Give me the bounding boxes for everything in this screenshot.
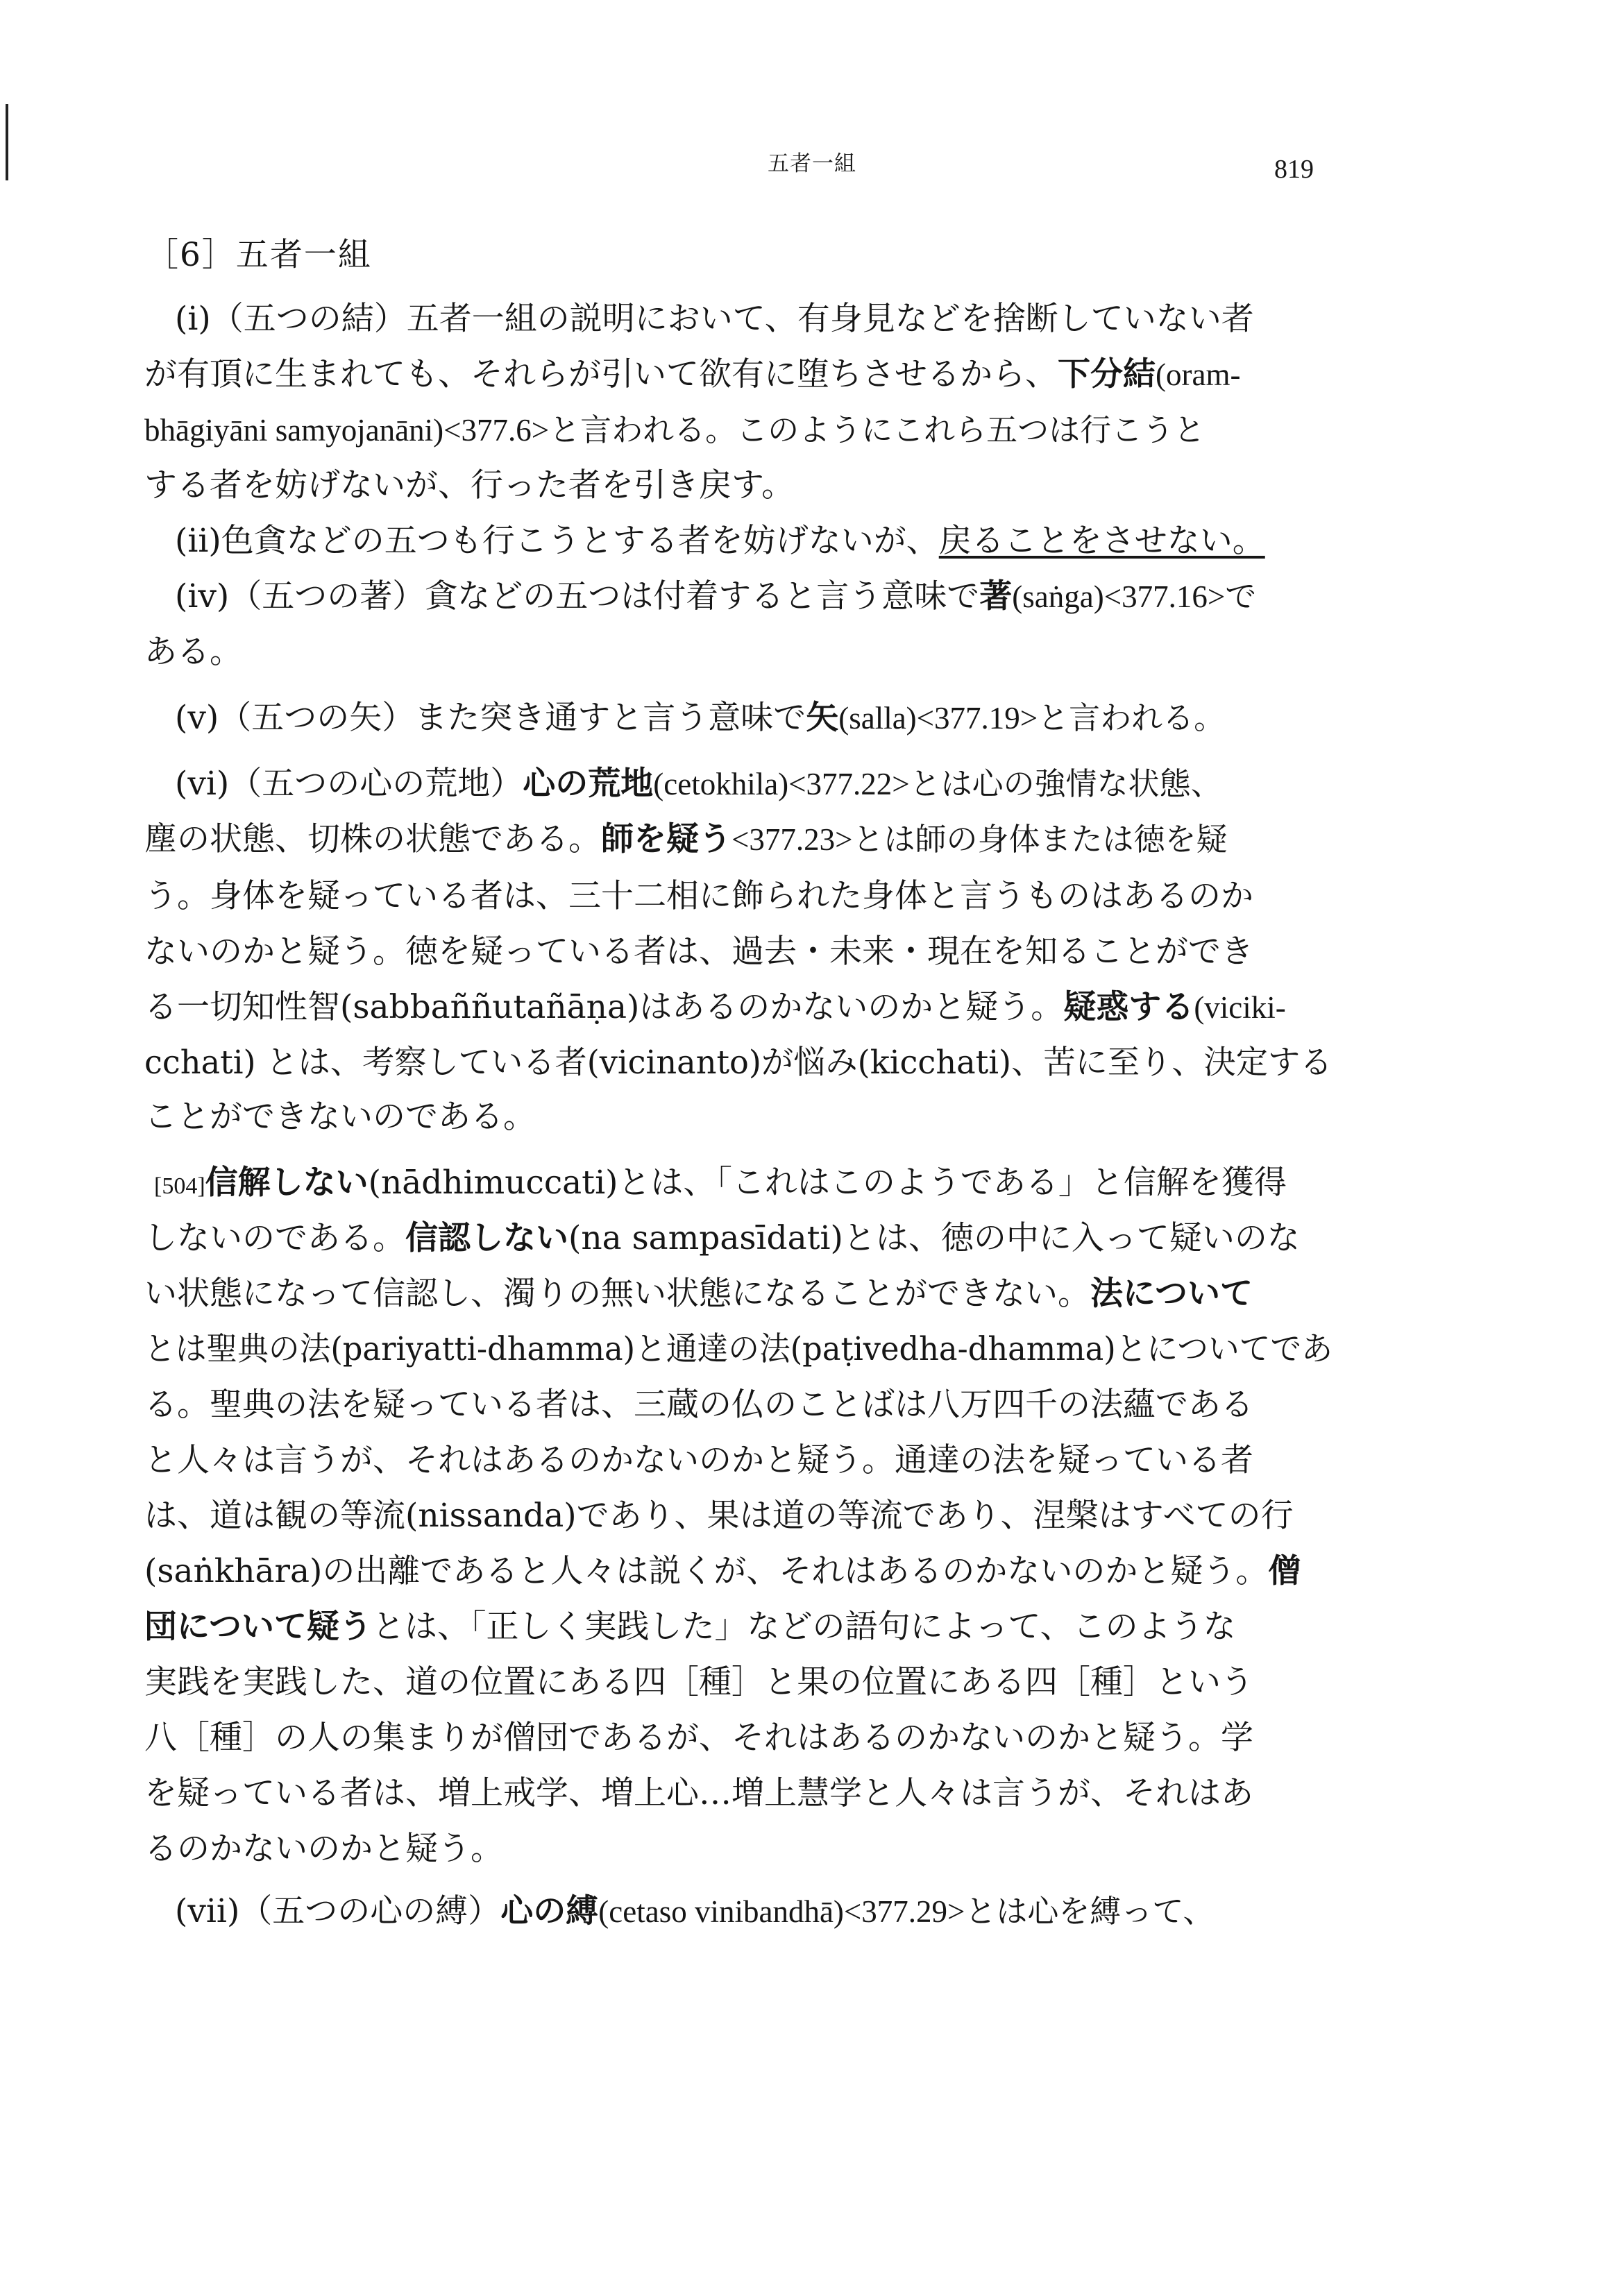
text-line [144, 465, 794, 507]
text-line [144, 931, 1253, 973]
line-text: 八［種］の人の集まりが僧団であるが、それはあるのかないのかと疑う。学 [144, 1719, 1253, 1757]
line-text: する者を妨げないが、行った者を引き戻す。 [144, 466, 795, 504]
line-text: (vii)（五つの心の縛） [175, 1892, 501, 1930]
term-bold: 僧 [1268, 1552, 1301, 1590]
text-line [144, 1551, 1301, 1592]
text-line [144, 876, 1253, 917]
text-line [144, 1273, 1253, 1315]
line-text: (oram- [1156, 357, 1241, 392]
section-heading: ［6］五者一組 [146, 236, 372, 274]
text-line [144, 1440, 1253, 1481]
term-bold: 心の荒地 [523, 765, 654, 803]
line-text: bhāgiyāni samyojanāni)<377.6>と言われる。このようにこれら五つは行こうと [144, 413, 1206, 448]
line-text: が有頂に生まれても、それらが引いて欲有に堕ちさせるから、 [144, 355, 1058, 393]
text-line [144, 409, 1205, 451]
line-text: (cetaso vinibandhā)<377.29>とは心を縛って、 [598, 1894, 1215, 1929]
line-text: を疑っている者は、増上戒学、増上心…増上慧学と人々は言うが、それはあ [144, 1774, 1253, 1812]
line-text: しないのである。 [144, 1219, 405, 1257]
text-line [144, 1218, 1300, 1259]
text-line [144, 1384, 1253, 1426]
marginal-ref: [504] [154, 1173, 205, 1199]
line-text: る一切知性智(sabbaññutañāṇa)はあるのかないのかと疑う。 [144, 988, 1064, 1026]
line-text: (saṅga)<377.16>で [1012, 579, 1257, 614]
line-text: (viciki- [1194, 990, 1286, 1025]
text-line [144, 1828, 503, 1870]
text-line [144, 987, 1286, 1028]
text-line [175, 1891, 1215, 1932]
text-line [144, 1773, 1253, 1814]
text-line [144, 819, 1228, 860]
term-bold: 信認しない [405, 1219, 568, 1257]
text-line [144, 631, 242, 673]
line-text: <377.23>とは師の身体または徳を疑 [731, 822, 1228, 857]
line-text: う。身体を疑っている者は、三十二相に飾られた身体と言うものはあるのか [144, 877, 1253, 915]
term-bold: 下分結 [1058, 355, 1156, 393]
line-text: (iv)（五つの著）貪などの五つは付着すると言う意味で [175, 577, 980, 615]
text-line [154, 1162, 1287, 1207]
term-bold: 法について [1090, 1275, 1253, 1313]
text-line [175, 763, 1222, 805]
text-line [144, 1495, 1294, 1537]
text-line [175, 520, 1265, 562]
line-text: cchati) とは、考察している者(vicinanto)が悩み(kicchati)、苦に至り、決定する [144, 1044, 1333, 1082]
line-text: とは、「正しく実践した」などの語句によって、このような [372, 1608, 1236, 1646]
line-text: ある。 [144, 633, 242, 671]
running-title: 五者一組 [768, 151, 856, 176]
line-text: (ii)色貪などの五つも行こうとする者を妨げないが、 [175, 522, 939, 560]
text-line [144, 1042, 1333, 1084]
text-line [144, 1329, 1333, 1370]
line-text: る。聖典の法を疑っている者は、三蔵の仏のことばは八万四千の法蘊である [144, 1386, 1253, 1424]
term-bold: 矢 [806, 699, 839, 737]
line-text: は、道は観の等流(nissanda)であり、果は道の等流であり、涅槃はすべての行 [144, 1497, 1294, 1535]
underlined-phrase: 戻ることをさせない。 [938, 522, 1265, 560]
text-line [144, 1606, 1236, 1648]
text-line [175, 576, 1256, 618]
text-line [144, 1662, 1253, 1703]
text-line [175, 697, 1225, 739]
line-text: とは聖典の法(pariyatti-dhamma)と通達の法(paṭivedha-dhamma)とについてであ [144, 1330, 1333, 1368]
line-text: と人々は言うが、それはあるのかないのかと疑う。通達の法を疑っている者 [144, 1441, 1253, 1479]
line-text: (v)（五つの矢）また突き通すと言う意味で [175, 699, 806, 737]
line-text: (vi)（五つの心の荒地） [175, 765, 523, 803]
text-line [144, 1096, 536, 1138]
term-bold: 著 [979, 577, 1013, 615]
line-text: 塵の状態、切株の状態である。 [144, 820, 601, 858]
term-bold: 心の縛 [500, 1892, 599, 1930]
page-number: 819 [1274, 155, 1314, 184]
line-text: ないのかと疑う。徳を疑っている者は、過去・未来・現在を知ることができ [144, 933, 1253, 971]
term-bold: 信解しない [205, 1164, 369, 1202]
line-text: (saṅkhāra)の出離であると人々は説くが、それはあるのかないのかと疑う。 [144, 1552, 1269, 1590]
term-bold: 師を疑う [601, 820, 731, 858]
line-text: 実践を実践した、道の位置にある四［種］と果の位置にある四［種］という [144, 1663, 1253, 1701]
term-bold: 団について疑う [144, 1608, 373, 1646]
line-text: (cetokhila)<377.22>とは心の強情な状態、 [653, 767, 1222, 801]
line-text: (na sampasīdati)とは、徳の中に入って疑いのな [568, 1219, 1300, 1257]
line-text: るのかないのかと疑う。 [144, 1830, 503, 1868]
text-line [144, 1717, 1253, 1759]
line-text: (nādhimuccati)とは、「これはこのようである」と信解を獲得 [368, 1164, 1287, 1202]
text-line [144, 354, 1240, 396]
text-line [175, 298, 1254, 340]
line-text: ことができないのである。 [144, 1098, 536, 1136]
line-text: (salla)<377.19>と言われる。 [838, 701, 1226, 735]
line-text: (i)（五つの結）五者一組の説明において、有身見などを捨断していない者 [175, 300, 1254, 338]
line-text: い状態になって信認し、濁りの無い状態になることができない。 [144, 1275, 1090, 1313]
term-bold: 疑惑する [1063, 988, 1194, 1026]
